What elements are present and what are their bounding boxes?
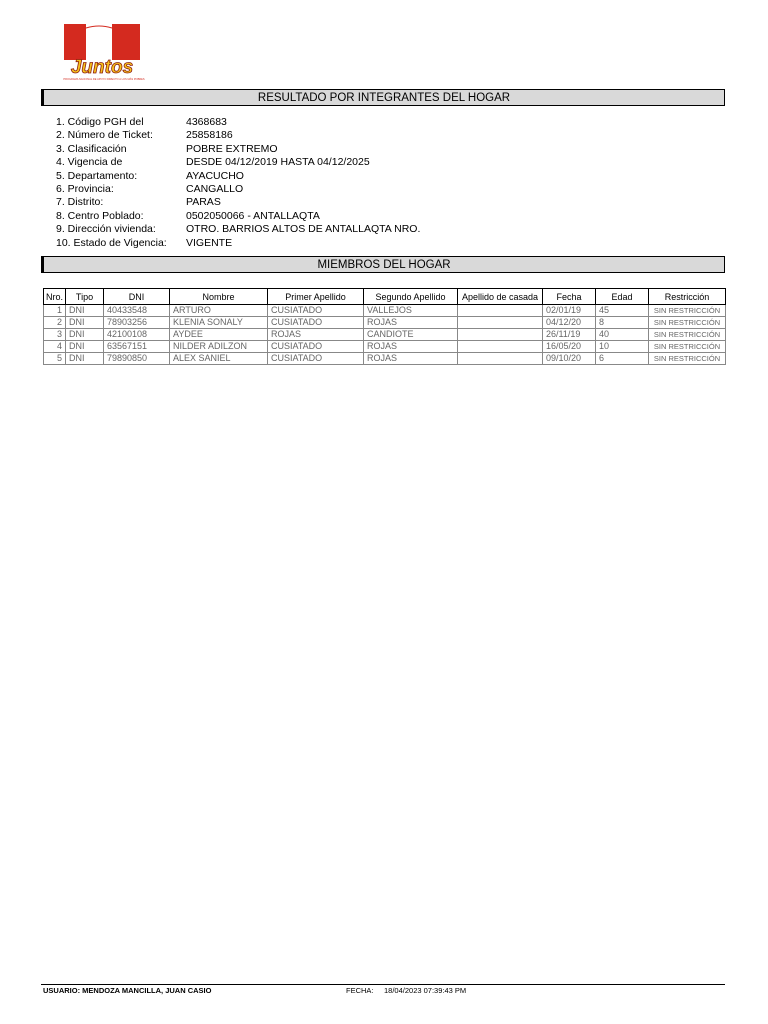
info-value: CANGALLO: [186, 182, 244, 195]
cell-edad: 8: [596, 317, 649, 329]
cell-nro: 5: [44, 353, 66, 365]
info-label: 6. Provincia:: [56, 182, 114, 195]
cell-primer-apellido: CUSIATADO: [268, 353, 364, 365]
table-row: [44, 341, 726, 353]
cell-restriccion: SIN RESTRICCIÓN: [649, 329, 726, 341]
cell-apellido-casada: [458, 305, 543, 317]
cell-fecha: 26/11/19: [543, 329, 596, 341]
footer-fecha-value: 18/04/2023 07:39:43 PM: [384, 986, 467, 995]
cell-restriccion: SIN RESTRICCIÓN: [649, 317, 726, 329]
table-row: [44, 305, 726, 317]
cell-nombre: AYDEE: [170, 329, 268, 341]
info-label: 8. Centro Poblado:: [56, 209, 144, 222]
col-header: Fecha: [543, 289, 596, 305]
cell-fecha: 16/05/20: [543, 341, 596, 353]
cell-tipo: DNI: [66, 329, 104, 341]
info-label: 9. Dirección vivienda:: [56, 223, 156, 236]
cell-primer-apellido: CUSIATADO: [268, 317, 364, 329]
table-row: [44, 329, 726, 341]
cell-edad: 6: [596, 353, 649, 365]
cell-apellido-casada: [458, 341, 543, 353]
cell-fecha: 09/10/20: [543, 353, 596, 365]
cell-nombre: ALEX SANIEL: [170, 353, 268, 365]
cell-dni: 40433548: [104, 305, 170, 317]
info-label: 1. Código PGH del: [56, 116, 144, 128]
cell-edad: 10: [596, 341, 649, 353]
footer-user: USUARIO: MENDOZA MANCILLA, JUAN CASIO: [43, 986, 212, 995]
cell-nro: 3: [44, 329, 66, 341]
col-header: Restricción: [649, 289, 726, 305]
col-header: Edad: [596, 289, 649, 305]
cell-apellido-casada: [458, 329, 543, 341]
cell-nro: 4: [44, 341, 66, 353]
info-value: OTRO. BARRIOS ALTOS DE ANTALLAQTA NRO.: [186, 223, 421, 236]
cell-tipo: DNI: [66, 341, 104, 353]
cell-fecha: 02/01/19: [543, 305, 596, 317]
col-header: DNI: [104, 289, 170, 305]
members-title-band: [41, 256, 725, 273]
members-table: [43, 288, 726, 365]
cell-segundo-apellido: CANDIOTE: [364, 329, 458, 341]
cell-restriccion: SIN RESTRICCIÓN: [649, 341, 726, 353]
info-label: 3. Clasificación: [56, 142, 127, 155]
info-value: VIGENTE: [186, 236, 233, 249]
info-value: AYACUCHO: [186, 169, 244, 182]
cell-nombre: KLENIA SONALY: [170, 317, 268, 329]
cell-dni: 78903256: [104, 317, 170, 329]
logo-tagline: PROGRAMA NACIONAL DE APOYO DIRECTO A LOS MÁS POBRES: [63, 78, 145, 81]
cell-segundo-apellido: ROJAS: [364, 353, 458, 365]
cell-tipo: DNI: [66, 317, 104, 329]
col-header: Primer Apellido: [268, 289, 364, 305]
cell-nro: 2: [44, 317, 66, 329]
info-value: POBRE EXTREMO: [186, 142, 278, 155]
cell-primer-apellido: ROJAS: [268, 329, 364, 341]
info-value: 0502050066 - ANTALLAQTA: [186, 209, 320, 222]
info-value: DESDE 04/12/2019 HASTA 04/12/2025: [186, 156, 370, 169]
juntos-logo: [56, 22, 150, 82]
col-header: Apellido de casada: [458, 289, 543, 305]
table-row: [44, 353, 726, 365]
logo-text: Juntos: [70, 57, 134, 78]
cell-restriccion: SIN RESTRICCIÓN: [649, 353, 726, 365]
col-header: Tipo: [66, 289, 104, 305]
cell-dni: 42100108: [104, 329, 170, 341]
footer-fecha-label: FECHA:: [346, 986, 374, 995]
info-label: 7. Distrito:: [56, 196, 104, 209]
result-title: RESULTADO POR INTEGRANTES DEL HOGAR: [257, 92, 511, 104]
info-label: 2. Número de Ticket:: [56, 129, 153, 142]
table-row: [44, 317, 726, 329]
col-header: Segundo Apellido: [364, 289, 458, 305]
info-label: 4. Vigencia de: [56, 156, 123, 169]
info-value: 4368683: [186, 116, 227, 128]
cell-nombre: ARTURO: [170, 305, 268, 317]
cell-edad: 45: [596, 305, 649, 317]
cell-primer-apellido: CUSIATADO: [268, 305, 364, 317]
cell-segundo-apellido: ROJAS: [364, 317, 458, 329]
cell-dni: 63567151: [104, 341, 170, 353]
logo-flag-right: [112, 24, 140, 60]
footer-rule: [41, 984, 725, 985]
cell-fecha: 04/12/20: [543, 317, 596, 329]
cell-segundo-apellido: ROJAS: [364, 341, 458, 353]
col-header: Nro.: [44, 289, 66, 305]
cell-edad: 40: [596, 329, 649, 341]
col-header: Nombre: [170, 289, 268, 305]
cell-tipo: DNI: [66, 353, 104, 365]
cell-tipo: DNI: [66, 305, 104, 317]
info-value: PARAS: [186, 196, 221, 209]
cell-dni: 79890850: [104, 353, 170, 365]
cell-nombre: NILDER ADILZON: [170, 341, 268, 353]
table-header-row: [44, 289, 726, 305]
logo-flag-left: [64, 24, 86, 60]
info-label: 5. Departamento:: [56, 169, 138, 182]
cell-primer-apellido: CUSIATADO: [268, 341, 364, 353]
cell-apellido-casada: [458, 317, 543, 329]
cell-segundo-apellido: VALLEJOS: [364, 305, 458, 317]
cell-apellido-casada: [458, 353, 543, 365]
cell-restriccion: SIN RESTRICCIÓN: [649, 305, 726, 317]
members-title: MIEMBROS DEL HOGAR: [317, 259, 451, 271]
cell-nro: 1: [44, 305, 66, 317]
result-title-band: [41, 89, 725, 106]
info-label: 10. Estado de Vigencia:: [56, 236, 167, 249]
info-value: 25858186: [186, 129, 233, 142]
logo-flag-center: [86, 28, 112, 58]
